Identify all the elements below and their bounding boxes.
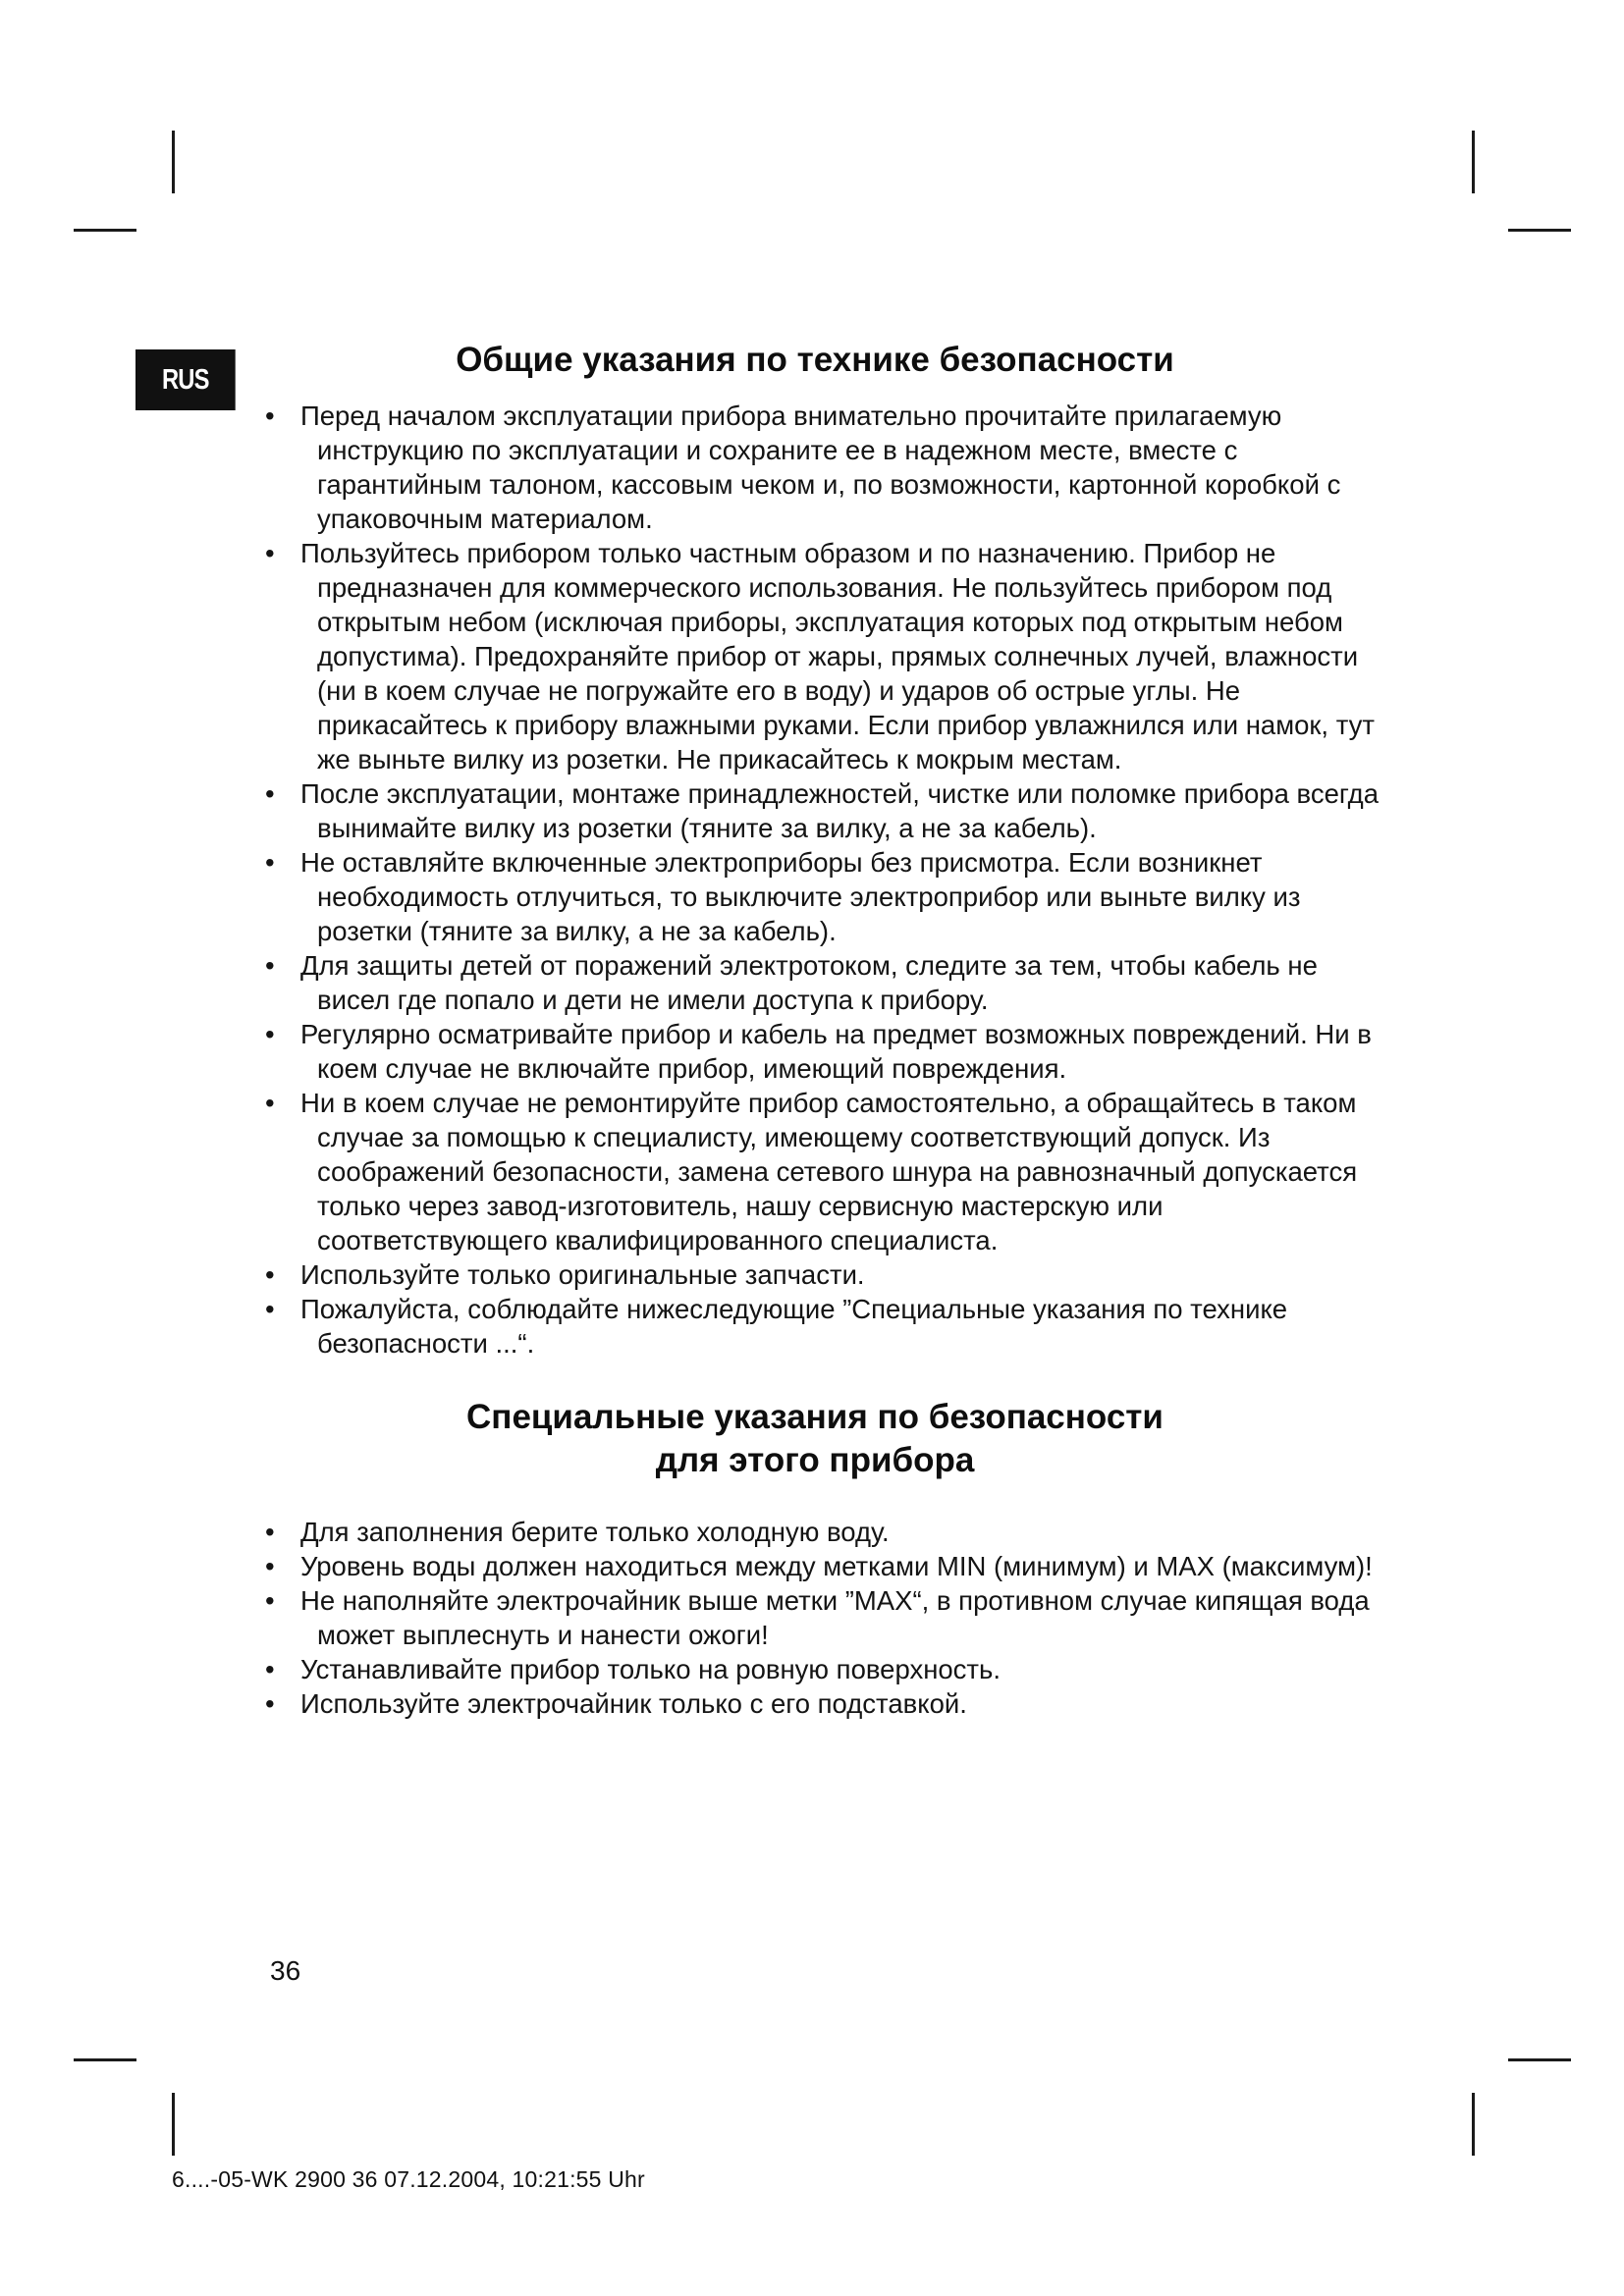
crop-mark-bottom-left-vertical (172, 2093, 175, 2156)
list-item: • Перед началом эксплуатации прибора внимательно прочитайте прилагаемую инструкцию по эксплуатации и сохраните ее в надежном месте, вместе с гарантийным талоном, кассовым чеком и, по возможности, картонной коробкой с упаковочным материалом. (265, 400, 1341, 534)
section-title-special-safety (236, 1396, 1394, 1482)
bullet-icon: • (265, 1517, 275, 1547)
crop-mark-top-right-horizontal (1508, 229, 1571, 232)
bullet-icon: • (265, 847, 275, 878)
bullet-icon: • (265, 1654, 275, 1684)
print-imprint: 6....-05-WK 2900 36 07.12.2004, 10:21:55 Uhr (172, 2166, 645, 2192)
special-safety-list (265, 1515, 1394, 1721)
bullet-icon: • (265, 950, 275, 981)
bullet-icon: • (265, 1688, 275, 1719)
list-item: • Уровень воды должен находиться между метками MIN (минимум) и MAX (максимум)! (265, 1551, 1373, 1581)
bullet-icon: • (265, 1294, 275, 1324)
list-item: • Не оставляйте включенные электроприборы без присмотра. Если возникнет необходимость отлучиться, то выключите электроприбор или выньте вилку из розетки (тяните за вилку, а не за кабель). (265, 847, 1301, 946)
bullet-icon: • (265, 1088, 275, 1118)
list-item: • После эксплуатации, монтаже принадлежностей, чистке или поломке прибора всегда вынимайте вилку из розетки (тяните за вилку, а не за кабель). (265, 778, 1379, 843)
section-title-line-2: для этого прибора (655, 1441, 975, 1479)
bullet-icon: • (265, 778, 275, 809)
list-item: • Для защиты детей от поражений электротоком, следите за тем, чтобы кабель не висел где попало и дети не имели доступа к прибору. (265, 950, 1318, 1015)
list-item: • Устанавливайте прибор только на ровную поверхность. (265, 1654, 1001, 1684)
section-title-line-1: Специальные указания по безопасности (466, 1398, 1164, 1436)
general-safety-list (265, 399, 1394, 1361)
crop-mark-top-left-horizontal (74, 229, 136, 232)
crop-mark-top-right-vertical (1472, 131, 1475, 193)
list-item: • Не наполняйте электрочайник выше метки ”MAX“, в противном случае кипящая вода может выплеснуть и нанести ожоги! (265, 1585, 1370, 1650)
crop-mark-bottom-right-vertical (1472, 2093, 1475, 2156)
crop-mark-bottom-left-horizontal (74, 2058, 136, 2061)
page-number: 36 (270, 1955, 301, 1986)
list-item: • Пожалуйста, соблюдайте нижеследующие ”Специальные указания по технике безопасности ...“. (265, 1294, 1288, 1359)
crop-mark-bottom-right-horizontal (1508, 2058, 1571, 2061)
bullet-icon: • (265, 1551, 275, 1581)
bullet-icon: • (265, 1585, 275, 1616)
list-item: • Ни в коем случае не ремонтируйте прибор самостоятельно, а обращайтесь в таком случае за помощью к специалисту, имеющему соответствующий допуск. Из соображений безопасности, замена сетевого шнура на равнозначный допускается только через завод-изготовитель, нашу сервисную мастерскую или соответствующего квалифицированного специалиста. (265, 1088, 1358, 1255)
language-tab: RUS (135, 349, 236, 410)
section-title-general-safety: Общие указания по технике безопасности (456, 341, 1174, 379)
list-item: • Используйте электрочайник только с его подставкой. (265, 1688, 967, 1719)
bullet-icon: • (265, 400, 275, 431)
page-content (265, 339, 1394, 1721)
bullet-icon: • (265, 1259, 275, 1290)
list-item: • Для заполнения берите только холодную воду. (265, 1517, 890, 1547)
crop-mark-top-left-vertical (172, 131, 175, 193)
list-item: • Используйте только оригинальные запчасти. (265, 1259, 865, 1290)
list-item: • Регулярно осматривайте прибор и кабель на предмет возможных повреждений. Ни в коем случае не включайте прибор, имеющий повреждения. (265, 1019, 1372, 1084)
list-item: • Пользуйтесь прибором только частным образом и по назначению. Прибор не предназначен для коммерческого использования. Не пользуйтесь прибором под открытым небом (исключая приборы, эксплуатация которых под открытым небом допустима). Предохраняйте прибор от жары, прямых солнечных лучей, влажности (ни в коем случае не погружайте его в воду) и ударов об острые углы. Не прикасайтесь к прибору влажными руками. Если прибор увлажнился или намок, тут же выньте вилку из розетки. Не прикасайтесь к мокрым местам. (265, 538, 1375, 774)
bullet-icon: • (265, 538, 275, 568)
bullet-icon: • (265, 1019, 275, 1049)
